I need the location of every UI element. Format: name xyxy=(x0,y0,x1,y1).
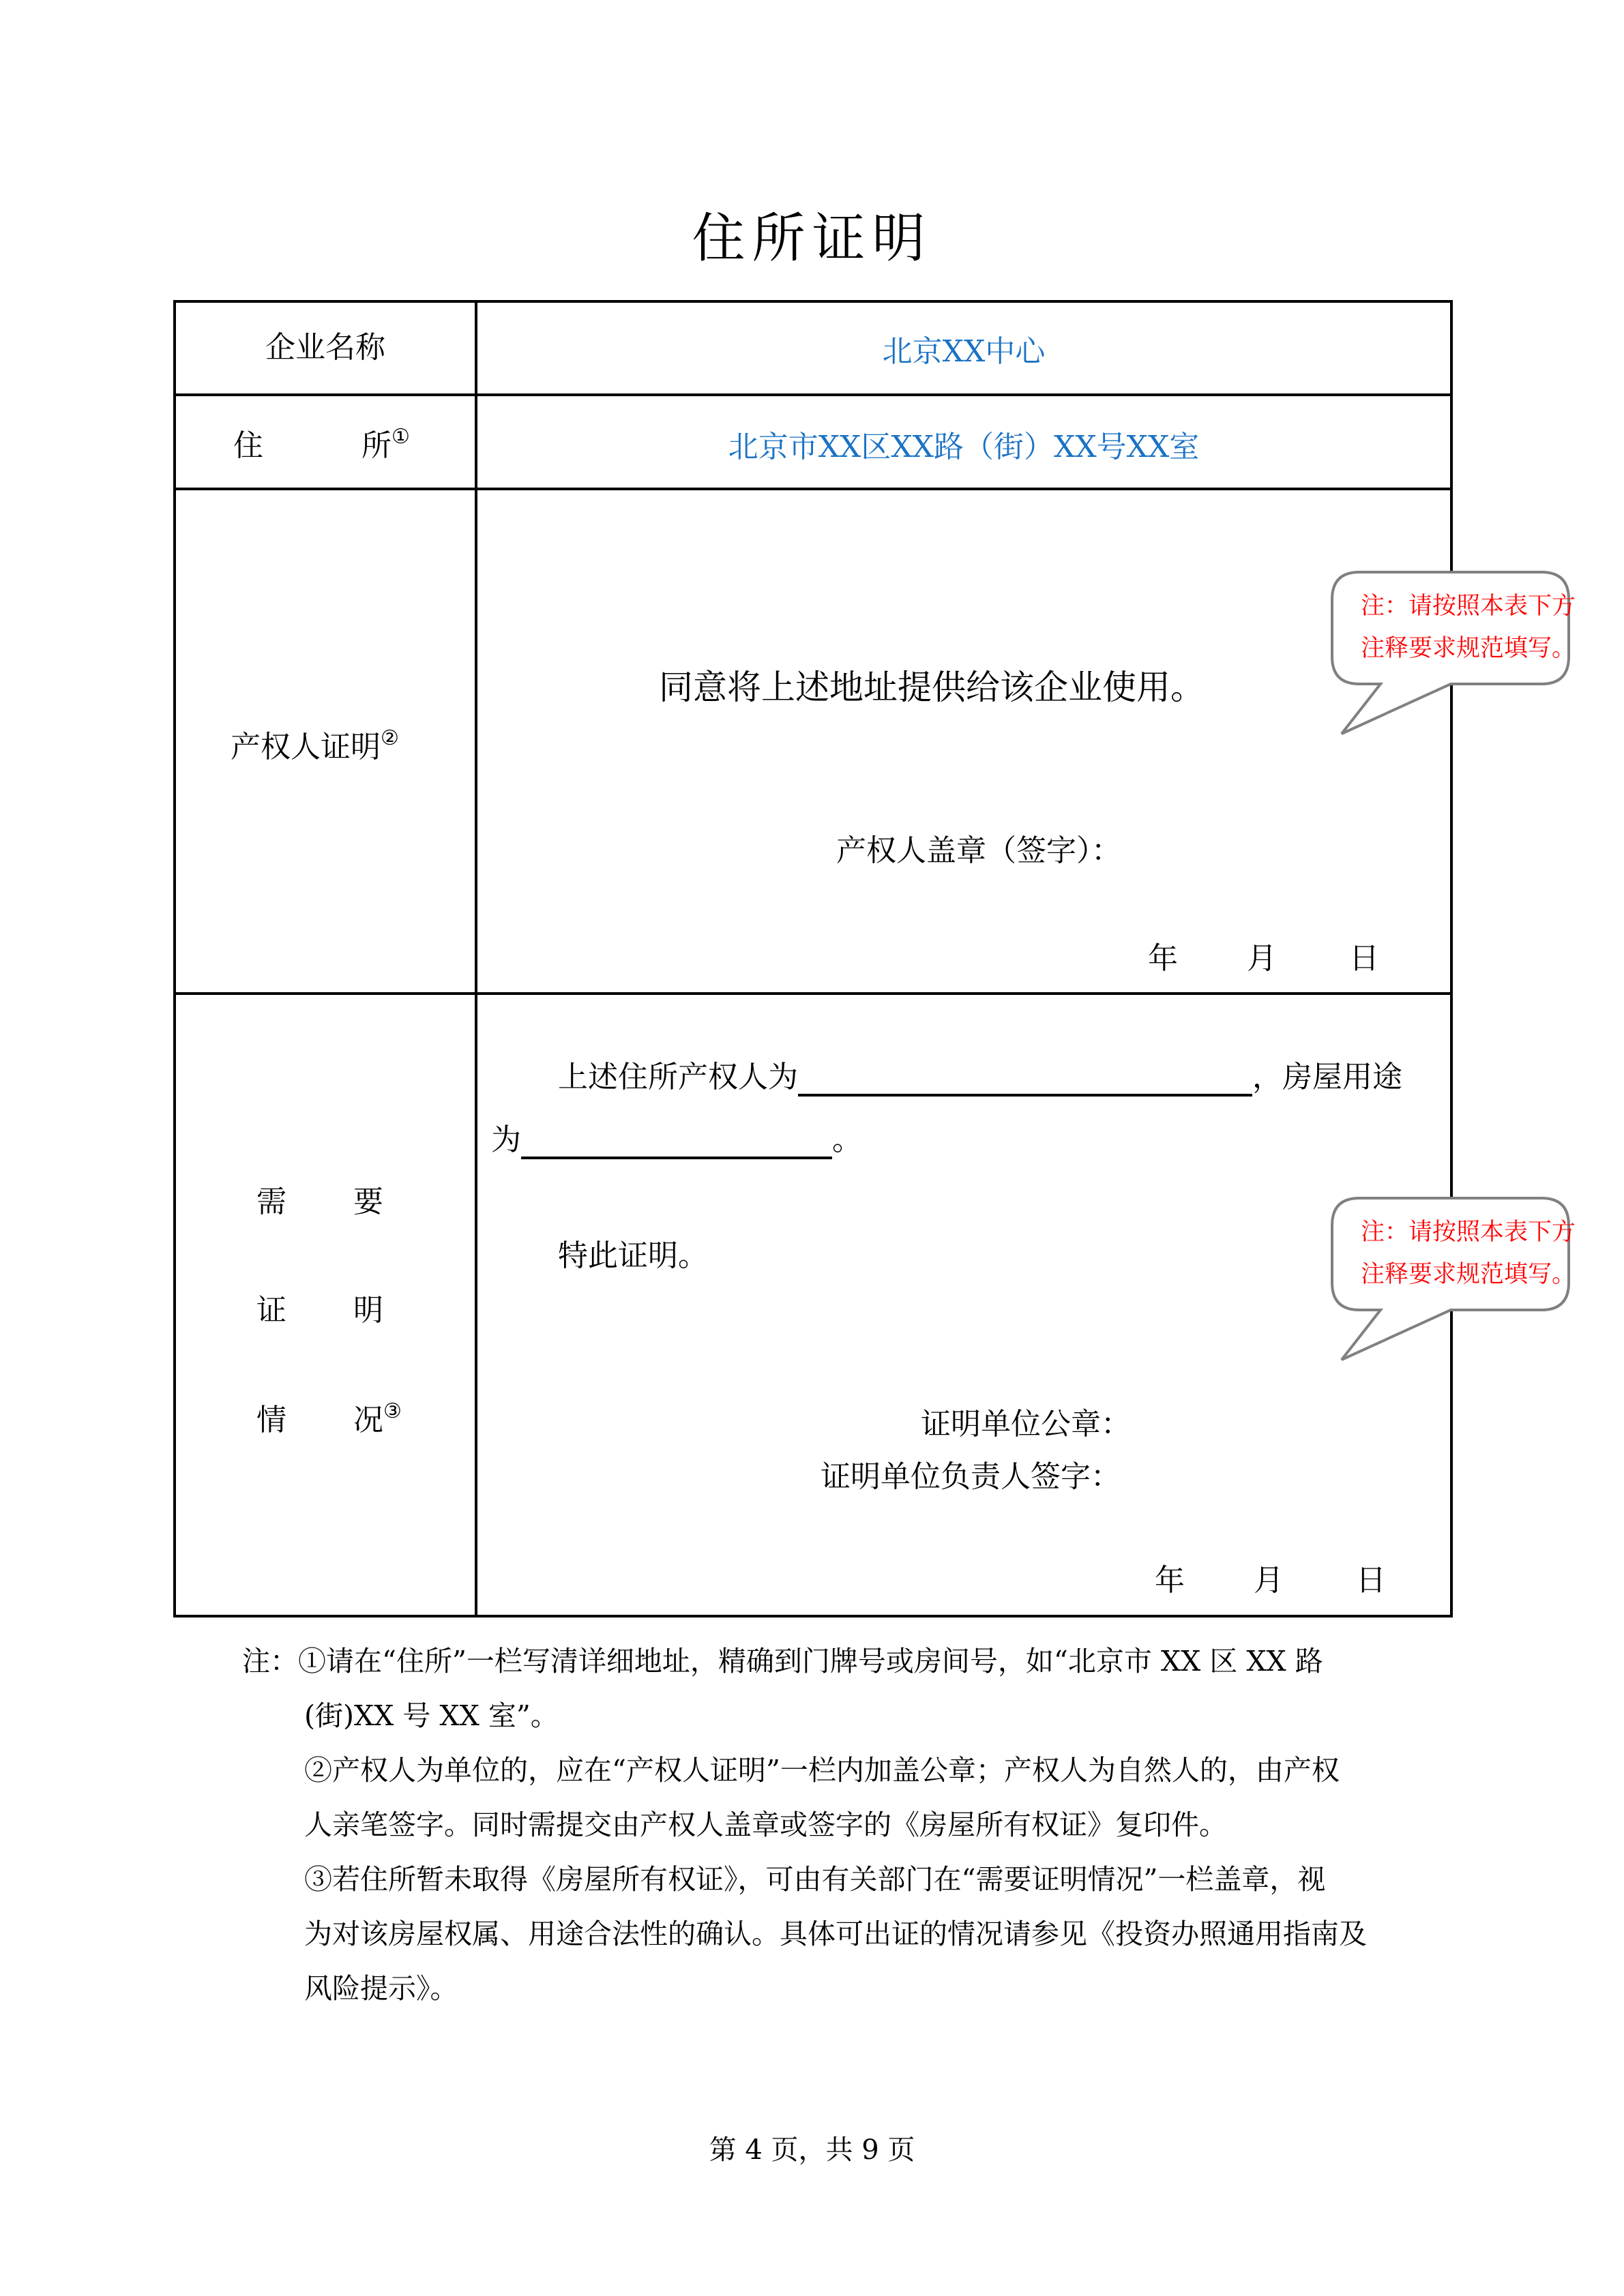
unit-date-month: 月 xyxy=(1254,1563,1284,1598)
instruction-callout-2 xyxy=(1330,1196,1616,1367)
callout-1-text xyxy=(1361,585,1579,670)
callout-2-line1: 注：请按照本表下方 xyxy=(1361,1219,1576,1246)
row-divider-1 xyxy=(173,393,1453,396)
document-title: 住所证明 xyxy=(692,208,932,269)
note-line-7: 风险提示》。 xyxy=(304,1972,458,2005)
certifying-unit-seal-label: 证明单位公章： xyxy=(921,1407,1131,1442)
owner-date-day: 日 xyxy=(1349,941,1379,976)
label-need-char1: 需 xyxy=(256,1184,286,1219)
column-divider xyxy=(475,300,477,1617)
callout-2-text xyxy=(1361,1211,1579,1296)
table-border-right xyxy=(1450,300,1453,1617)
house-usage-blank[interactable] xyxy=(521,1127,832,1159)
label-residence-text: 所 xyxy=(361,428,392,463)
footnote-mark-3: ③ xyxy=(383,1399,402,1423)
label-situation-char1: 情 xyxy=(256,1403,286,1437)
row-divider-2 xyxy=(173,488,1453,490)
callout-1-line2: 注释要求规范填写。 xyxy=(1361,635,1576,662)
row-divider-3 xyxy=(173,992,1453,995)
note-line-5: ③若住所暂未取得《房屋所有权证》，可由有关部门在“需要证明情况”一栏盖章，视 xyxy=(304,1863,1326,1896)
responsible-person-signature-label: 证明单位负责人签字： xyxy=(821,1459,1121,1494)
owner-date-year: 年 xyxy=(1148,941,1178,976)
consent-statement: 同意将上述地址提供给该企业使用。 xyxy=(659,668,1205,707)
unit-date-year: 年 xyxy=(1155,1563,1185,1598)
label-situation-text: 况 xyxy=(353,1403,383,1437)
note-line-3: ②产权人为单位的，应在“产权人证明”一栏内加盖公章；产权人为自然人的，由产权 xyxy=(304,1754,1340,1787)
label-proof-char1: 证 xyxy=(256,1293,286,1328)
label-owner-proof xyxy=(231,728,399,766)
instruction-callout-1 xyxy=(1330,570,1616,741)
footnote-mark-1: ① xyxy=(392,425,410,449)
owner-name-blank[interactable] xyxy=(798,1064,1252,1097)
owner-usage-line-1 xyxy=(558,1058,1402,1097)
table-border-left xyxy=(173,300,176,1617)
unit-date-day: 日 xyxy=(1356,1563,1386,1598)
label-residence-char1: 住 xyxy=(233,428,263,463)
table-border-bottom xyxy=(173,1615,1453,1617)
certify-text: 特此证明。 xyxy=(558,1238,708,1273)
callout-1-line1: 注：请按照本表下方 xyxy=(1361,593,1576,620)
label-company-name: 企业名称 xyxy=(265,330,385,365)
note-line-4: 人亲笔签字。同时需提交由产权人盖章或签字的《房屋所有权证》复印件。 xyxy=(304,1808,1227,1841)
page-number: 第 4 页，共 9 页 xyxy=(709,2134,915,2166)
footnote-mark-2: ② xyxy=(381,726,399,750)
owner-date-month: 月 xyxy=(1247,941,1277,976)
label-proof-char2: 明 xyxy=(353,1293,383,1328)
label-need-char2: 要 xyxy=(353,1184,383,1219)
usage-prefix-text: ，房屋用途 xyxy=(1252,1060,1402,1094)
owner-seal-signature-label: 产权人盖章（签字）： xyxy=(836,833,1121,868)
label-situation-char2 xyxy=(353,1401,402,1440)
note-line-2: (街)XX 号 XX 室”。 xyxy=(304,1699,559,1732)
label-residence-char2 xyxy=(361,427,410,465)
table-border-top xyxy=(173,300,1453,303)
owner-usage-line-2 xyxy=(491,1121,862,1159)
usage-end-text: 。 xyxy=(832,1122,862,1157)
note-line-1: 注：①请在“住所”一栏写清详细地址，精确到门牌号或房间号，如“北京市 XX 区 XX 路 xyxy=(242,1645,1323,1678)
usage-for-text: 为 xyxy=(491,1122,521,1157)
owner-prefix-text: 上述住所产权人为 xyxy=(558,1060,798,1094)
label-owner-proof-text: 产权人证明 xyxy=(231,730,381,764)
residence-address-value[interactable]: 北京市XX区XX路（街）XX号XX室 xyxy=(728,430,1200,464)
note-line-6: 为对该房屋权属、用途合法性的确认。具体可出证的情况请参见《投资办照通用指南及 xyxy=(304,1918,1367,1950)
company-name-value[interactable]: 北京XX中心 xyxy=(882,334,1046,369)
callout-2-line2: 注释要求规范填写。 xyxy=(1361,1261,1576,1288)
